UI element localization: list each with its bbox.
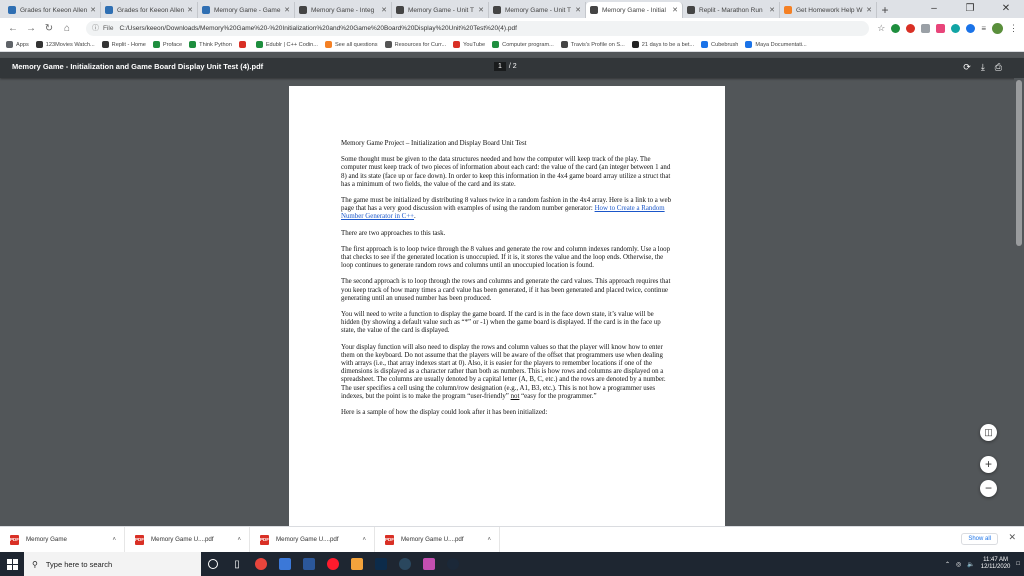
- bookmarks-bar: [0, 38, 1024, 52]
- bookmark-favicon-icon: [745, 41, 752, 48]
- bookmark-favicon-icon: [6, 41, 13, 48]
- steam-taskbar-icon[interactable]: [393, 552, 417, 576]
- pdf-scrollbar[interactable]: [1014, 78, 1024, 524]
- opera-taskbar-icon[interactable]: [321, 552, 345, 576]
- page-indicator: [494, 62, 517, 71]
- pdf-file-icon: PDF: [260, 535, 269, 545]
- tab-strip: [0, 0, 1024, 18]
- bookmark-label: Proface: [162, 41, 183, 48]
- files-taskbar-icon[interactable]: [345, 552, 369, 576]
- bookmark-item[interactable]: [6, 41, 29, 48]
- tab-close-icon[interactable]: ✕: [381, 7, 387, 14]
- clock[interactable]: [981, 557, 1011, 571]
- clock-time: 11:47 AM: [983, 557, 1009, 563]
- maximize-icon[interactable]: ❐: [965, 3, 975, 14]
- bookmark-favicon-icon: [189, 41, 196, 48]
- paragraph-text: .: [414, 213, 416, 221]
- bookmark-favicon-icon: [492, 41, 499, 48]
- bookmark-favicon-icon: [701, 41, 708, 48]
- paragraph-initialization: [341, 197, 673, 222]
- star-icon[interactable]: ☆: [877, 22, 886, 33]
- bookmark-label: Cubebrush: [711, 41, 739, 48]
- document-title: Memory Game Project – Initialization and Display Board Unit Test: [341, 140, 527, 147]
- bookmark-item[interactable]: [256, 41, 318, 48]
- tab-favicon-icon: [687, 6, 695, 14]
- back-icon[interactable]: ←: [8, 22, 18, 34]
- shield-extension-icon[interactable]: [891, 24, 900, 33]
- windows-start-button[interactable]: [0, 552, 24, 576]
- pdf-file-icon: PDF: [135, 535, 144, 545]
- bookmark-label: Maya Documentati...: [755, 41, 807, 48]
- windows-taskbar: [0, 552, 1024, 576]
- pink-extension-icon[interactable]: [936, 24, 945, 33]
- print-icon[interactable]: ⎙: [994, 62, 1002, 72]
- tab-close-icon[interactable]: ✕: [187, 7, 193, 14]
- bookmark-favicon-icon: [153, 41, 160, 48]
- bookmark-favicon-icon: [325, 41, 332, 48]
- photos-taskbar-icon[interactable]: [273, 552, 297, 576]
- tab-close-icon[interactable]: ✕: [478, 7, 484, 14]
- tab-close-icon[interactable]: ✕: [866, 7, 872, 14]
- zoom-in-button[interactable]: +: [980, 456, 997, 473]
- bookmark-favicon-icon: [453, 41, 460, 48]
- download-filename: Memory Game U....pdf: [151, 536, 214, 543]
- tab-favicon-icon: [590, 6, 598, 14]
- pdf-file-icon: PDF: [10, 535, 19, 545]
- profile-avatar[interactable]: [992, 23, 1003, 34]
- browser-tab[interactable]: [780, 2, 877, 18]
- tab-favicon-icon: [396, 6, 404, 14]
- bookmark-item[interactable]: [701, 41, 738, 48]
- search-icon: ⚲: [32, 559, 38, 569]
- bookmark-label: Edublr | C++ Codin...: [265, 41, 318, 48]
- tab-close-icon[interactable]: ✕: [769, 7, 775, 14]
- volume-icon[interactable]: 🔈: [967, 561, 975, 568]
- paragraph-text: Your display function will also need to display the rows and column values so that the player will know how to enter them on the keyboard. Do not assume that the players will be aware of the offset that programmers use when dealing with arrays (i.e., that array indexes start at 0). Also, it is easier for the players to remember locations if one of the dimensions is displayed as a character rather than both as numbers. This is how rows and columns are displayed on a spreadsheet. The columns are usually denoted by a capital letter (A, B, C, etc.) and the rows are denoted by a number. The user specifies a cell using the column/row designation (e.g., A1, B3, etc.). This is not how a programmer uses indexes, but the point is to make the program “user-friendly”: [341, 343, 666, 400]
- paragraph-approaches: There are two approaches to this task.: [341, 229, 446, 237]
- tab-close-icon[interactable]: ✕: [284, 7, 290, 14]
- notification-icon[interactable]: □: [1016, 561, 1020, 567]
- download-filename: Memory Game U....pdf: [276, 536, 339, 543]
- tab-favicon-icon: [8, 6, 16, 14]
- tab-close-icon[interactable]: ✕: [90, 7, 96, 14]
- paragraph-first-approach: The first approach is to loop twice through the 8 values and generate the row and column indexes randomly. Use a loop that checks to see if the generated location is unoccupied. If it is, it stores the value and the loop ends. Otherwise, the loop continues to generate random rows and columns until an unoccupied location is found.: [341, 245, 671, 270]
- browser-tab[interactable]: [489, 2, 586, 18]
- home-icon[interactable]: ⌂: [63, 22, 71, 34]
- tab-title: Memory Game - Unit T: [505, 6, 571, 14]
- fit-page-button[interactable]: ◫: [980, 424, 997, 441]
- show-all-button[interactable]: Show all: [961, 533, 998, 545]
- close-downloads-icon[interactable]: ✕: [1008, 532, 1016, 542]
- url-text[interactable]: C:/Users/keeon/Downloads/Memory%20Game%20-%20Initialization%20and%20Game%20Board%20Display%20Unit%20Test%20(4).pdf: [119, 24, 517, 32]
- browser-tab[interactable]: [198, 2, 295, 18]
- scheme-label: File: [103, 24, 114, 32]
- bookmark-label: 123Movies Watch...: [45, 41, 95, 48]
- bookmark-label: Travis's Profile on S...: [570, 41, 625, 48]
- page-number-input[interactable]: 1: [494, 62, 506, 71]
- bookmark-item[interactable]: [325, 41, 378, 48]
- browser-tab[interactable]: [586, 2, 683, 18]
- tab-title: Grades for Keeon Allen: [117, 6, 185, 14]
- paragraph-rows-columns: [341, 344, 673, 401]
- bookmark-label: Apps: [16, 41, 29, 48]
- download-item[interactable]: [375, 527, 500, 553]
- clock-date: 12/11/2020: [980, 564, 1011, 570]
- download-filename: Memory Game U....pdf: [401, 536, 464, 543]
- underlined-not: not: [510, 392, 520, 400]
- address-bar[interactable]: [86, 21, 869, 36]
- reload-icon[interactable]: ↻: [44, 22, 54, 34]
- queue-icon[interactable]: ≡: [981, 23, 986, 33]
- cortana-icon[interactable]: [201, 552, 225, 576]
- document-body: [341, 140, 673, 425]
- windows-logo-icon: [7, 559, 18, 570]
- bookmark-favicon-icon: [256, 41, 263, 48]
- close-icon[interactable]: ✕: [1001, 3, 1011, 14]
- system-tray: [945, 552, 1024, 576]
- paragraph-sample: Here is a sample of how the display could look after it has been initialized:: [341, 409, 548, 417]
- pdf-actions: [963, 62, 1002, 73]
- pdf-title: Memory Game - Initialization and Game Board Display Unit Test (4).pdf: [12, 62, 264, 71]
- bookmark-item[interactable]: [385, 41, 447, 48]
- bookmark-favicon-icon: [239, 41, 246, 48]
- paragraph-display-function: You will need to write a function to display the game board. If the card is in the face down state, it’s value will be hidden (by showing a default value such as “*” or -1) when the game board is displayed. If the card is in the face up state, the value of the card is displayed.: [341, 311, 661, 335]
- bookmark-item[interactable]: [189, 41, 232, 48]
- bookmark-label: Computer program...: [502, 41, 554, 48]
- new-tab-button[interactable]: +: [881, 3, 889, 17]
- bookmark-favicon-icon: [102, 41, 109, 48]
- paragraph-second-approach: The second approach is to loop through the rows and columns and generate the card values. This approach requires that you keep track of how many times a card value has been generated, if it has been generated and placed twice, continue generating until an unused number has been produced.: [341, 278, 671, 302]
- tab-title: Get Homework Help W: [796, 6, 863, 14]
- browser-tab[interactable]: [392, 2, 489, 18]
- bookmark-label: Replit - Home: [111, 41, 146, 48]
- network-icon[interactable]: ◎: [956, 561, 962, 568]
- tab-title: Memory Game - Initial: [602, 6, 666, 14]
- extension-icons: [877, 23, 1018, 34]
- bookmark-favicon-icon: [385, 41, 392, 48]
- chrome-taskbar-icon[interactable]: [249, 552, 273, 576]
- chevron-up-icon[interactable]: ˄: [237, 536, 241, 543]
- bookmark-label: Think Python: [199, 41, 232, 48]
- taskbar-search-box[interactable]: [24, 552, 201, 576]
- bookmark-label: See all questions: [334, 41, 378, 48]
- grey-extension-icon[interactable]: [921, 24, 930, 33]
- tab-close-icon[interactable]: ✕: [672, 7, 678, 14]
- download-item[interactable]: [250, 527, 375, 553]
- bookmark-favicon-icon: [561, 41, 568, 48]
- bookmark-item[interactable]: [492, 41, 554, 48]
- tab-favicon-icon: [299, 6, 307, 14]
- random-number-link[interactable]: How to Create a Random Number Generator in C++: [341, 205, 665, 221]
- search-placeholder: Type here to search: [45, 559, 113, 569]
- bookmark-favicon-icon: [632, 41, 639, 48]
- paint-taskbar-icon[interactable]: [417, 552, 441, 576]
- pdf-file-icon: PDF: [385, 535, 394, 545]
- minimize-icon[interactable]: –: [931, 3, 937, 14]
- bookmark-item[interactable]: [453, 41, 485, 48]
- tab-title: Memory Game - Integ: [311, 6, 375, 14]
- tab-title: Replit - Marathon Run: [699, 6, 763, 14]
- bookmark-favicon-icon: [36, 41, 43, 48]
- bookmark-item[interactable]: [102, 41, 146, 48]
- bookmark-label: 21 days to be a bet...: [641, 41, 695, 48]
- download-item[interactable]: [125, 527, 250, 553]
- chevron-up-icon[interactable]: ˄: [362, 536, 366, 543]
- bookmark-label: YouTube: [463, 41, 486, 48]
- browser-tab[interactable]: [101, 2, 198, 18]
- pdf-toolbar: [0, 58, 1024, 78]
- tab-favicon-icon: [202, 6, 210, 14]
- paragraph-data-structures: Some thought must be given to the data structures needed and how the computer will keep track of the play. The computer must keep track of two pieces of information about each card: the value of the card (an integer between 1 and 8) and its state (face up or face down). In order to keep this information in the 4x4 game board array utilize a struct that has a minimum of two fields, the value of the card and its state.: [341, 156, 671, 188]
- tab-title: Memory Game - Unit T: [408, 6, 474, 14]
- tab-title: Grades for Keeon Allen: [20, 6, 88, 14]
- blue-extension-icon[interactable]: [966, 24, 975, 33]
- tray-expand-icon[interactable]: ⌃: [945, 561, 951, 568]
- info-icon[interactable]: ⓘ: [92, 25, 99, 32]
- forward-icon[interactable]: →: [26, 22, 36, 34]
- pdf-page: [289, 86, 725, 526]
- tab-favicon-icon: [784, 6, 792, 14]
- browser-tab[interactable]: [4, 2, 101, 18]
- bookmark-item[interactable]: [239, 41, 249, 48]
- browser-tab[interactable]: [295, 2, 392, 18]
- word-taskbar-icon[interactable]: [297, 552, 321, 576]
- bookmark-item[interactable]: [153, 41, 182, 48]
- paragraph-text: “easy for the programmer.”: [519, 392, 597, 400]
- chevron-up-icon[interactable]: ˄: [112, 536, 116, 543]
- bookmark-label: Resources for Curr...: [394, 41, 447, 48]
- download-filename: Memory Game: [26, 536, 67, 543]
- menu-kebab-icon[interactable]: ⋮: [1009, 22, 1018, 33]
- page-total: / 2: [508, 63, 517, 70]
- bookmark-item[interactable]: [745, 41, 806, 48]
- browser-tab[interactable]: [683, 2, 780, 18]
- browser-toolbar: [0, 18, 1024, 38]
- chevron-up-icon[interactable]: ˄: [487, 536, 491, 543]
- download-icon[interactable]: ⤓: [980, 62, 985, 72]
- task-view-icon[interactable]: ▯: [234, 558, 240, 570]
- scrollbar-thumb[interactable]: [1016, 80, 1022, 246]
- teal-extension-icon[interactable]: [951, 24, 960, 33]
- red-extension-icon[interactable]: [906, 24, 915, 33]
- tab-favicon-icon: [105, 6, 113, 14]
- downloads-bar: [0, 526, 1024, 552]
- tab-close-icon[interactable]: ✕: [575, 7, 581, 14]
- zoom-out-button[interactable]: −: [980, 480, 997, 497]
- tab-favicon-icon: [493, 6, 501, 14]
- tab-title: Memory Game - Game: [214, 6, 281, 14]
- paragraph-text: The game must be initialized by distributing 8 values twice in a random fashion in the 4x4 array. Here is a link to a web page that has a very good discussion with examples of using the random number generator:: [341, 197, 672, 213]
- download-item[interactable]: [0, 527, 125, 553]
- bookmark-item[interactable]: [632, 41, 694, 48]
- bookmark-item[interactable]: [36, 41, 95, 48]
- steam-alt-taskbar-icon[interactable]: [441, 552, 465, 576]
- bookmark-item[interactable]: [561, 41, 625, 48]
- rotate-icon[interactable]: ⟳: [963, 62, 971, 72]
- window-controls: [916, 0, 1024, 18]
- photoshop-taskbar-icon[interactable]: [369, 552, 393, 576]
